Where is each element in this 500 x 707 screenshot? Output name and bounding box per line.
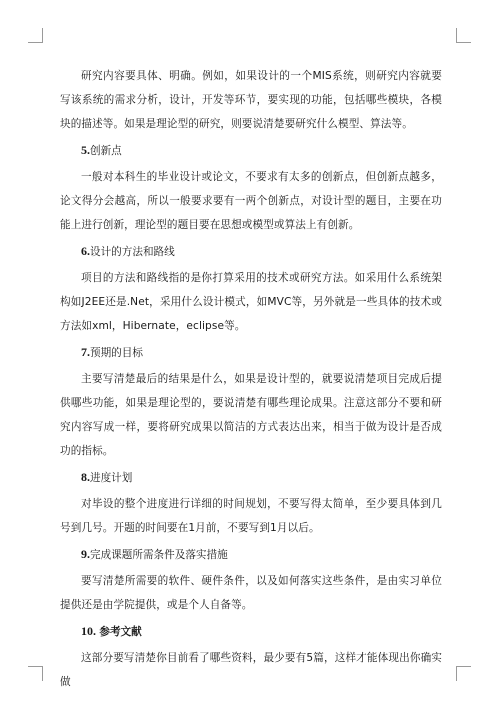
paragraph-references: 这部分要写清楚你目前看了哪些资料，最少要有5篇，这样才能体现出你确实做	[60, 652, 442, 688]
section-heading-10	[60, 619, 442, 644]
paragraph-expected-goals: 主要写清楚最后的结果是什么，如果是设计型的，就要说清楚项目完成后提供哪些功能，如果是理论型的，要说清楚有哪些理论成果。注意这部分不要和研究内容写成一样，要将研究成果以简洁的方式表达出来，相当于做为设计是否成功的指标。	[60, 373, 442, 457]
section-number: 10.	[81, 624, 96, 638]
crop-mark-top-right	[456, 28, 471, 43]
document-body	[60, 64, 442, 694]
section-number: 8.	[81, 470, 90, 484]
section-heading-7	[60, 340, 442, 365]
crop-mark-bottom-left	[28, 666, 43, 681]
section-number: 6.	[81, 244, 90, 258]
paragraph-research-content: 研究内容要具体、明确。例如，如果设计的一个MIS系统，则研究内容就要写该系统的需求分析，设计，开发等环节，要实现的功能，包括哪些模块，各模块的描述等。如果是理论型的研究，则要说清楚要研究什么模型、算法等。	[60, 70, 442, 130]
paragraph-schedule: 对毕设的整个进度进行详细的时间规划，不要写得太简单，至少要具体到几号到几号。开题的时间要在1月前，不要写到1月以后。	[60, 498, 442, 534]
section-title: 参考文献	[99, 626, 142, 638]
paragraph-methods: 项目的方法和路线指的是你打算采用的技术或研究方法。如采用什么系统架构如J2EE还是.Net，采用什么设计模式，如MVC等，另外就是一些具体的技术或方法如xml，Hibernate，eclipse等。	[60, 272, 442, 332]
section-number: 9.	[81, 547, 90, 561]
section-title: 预期的目标	[90, 347, 143, 359]
section-title: 创新点	[90, 145, 122, 157]
section-number: 5.	[81, 143, 90, 157]
section-heading-5	[60, 138, 442, 163]
crop-mark-bottom-right	[456, 666, 471, 681]
section-title: 进度计划	[90, 472, 133, 484]
section-heading-6	[60, 239, 442, 264]
section-title: 设计的方法和路线	[90, 246, 175, 258]
crop-mark-top-left	[28, 28, 43, 43]
section-title: 完成课题所需条件及落实措施	[90, 549, 228, 561]
paragraph-conditions: 要写清楚所需要的软件、硬件条件，以及如何落实这些条件，是由实习单位提供还是由学院提供，或是个人自备等。	[60, 575, 442, 611]
section-number: 7.	[81, 345, 90, 359]
section-heading-8	[60, 465, 442, 490]
section-heading-9	[60, 542, 442, 567]
paragraph-innovation: 一般对本科生的毕业设计或论文，不要求有太多的创新点，但创新点越多，论文得分会越高，所以一般要求要有一两个创新点，对设计型的题目，主要在功能上进行创新，理论型的题目要在思想或模型或算法上有创新。	[60, 171, 442, 231]
